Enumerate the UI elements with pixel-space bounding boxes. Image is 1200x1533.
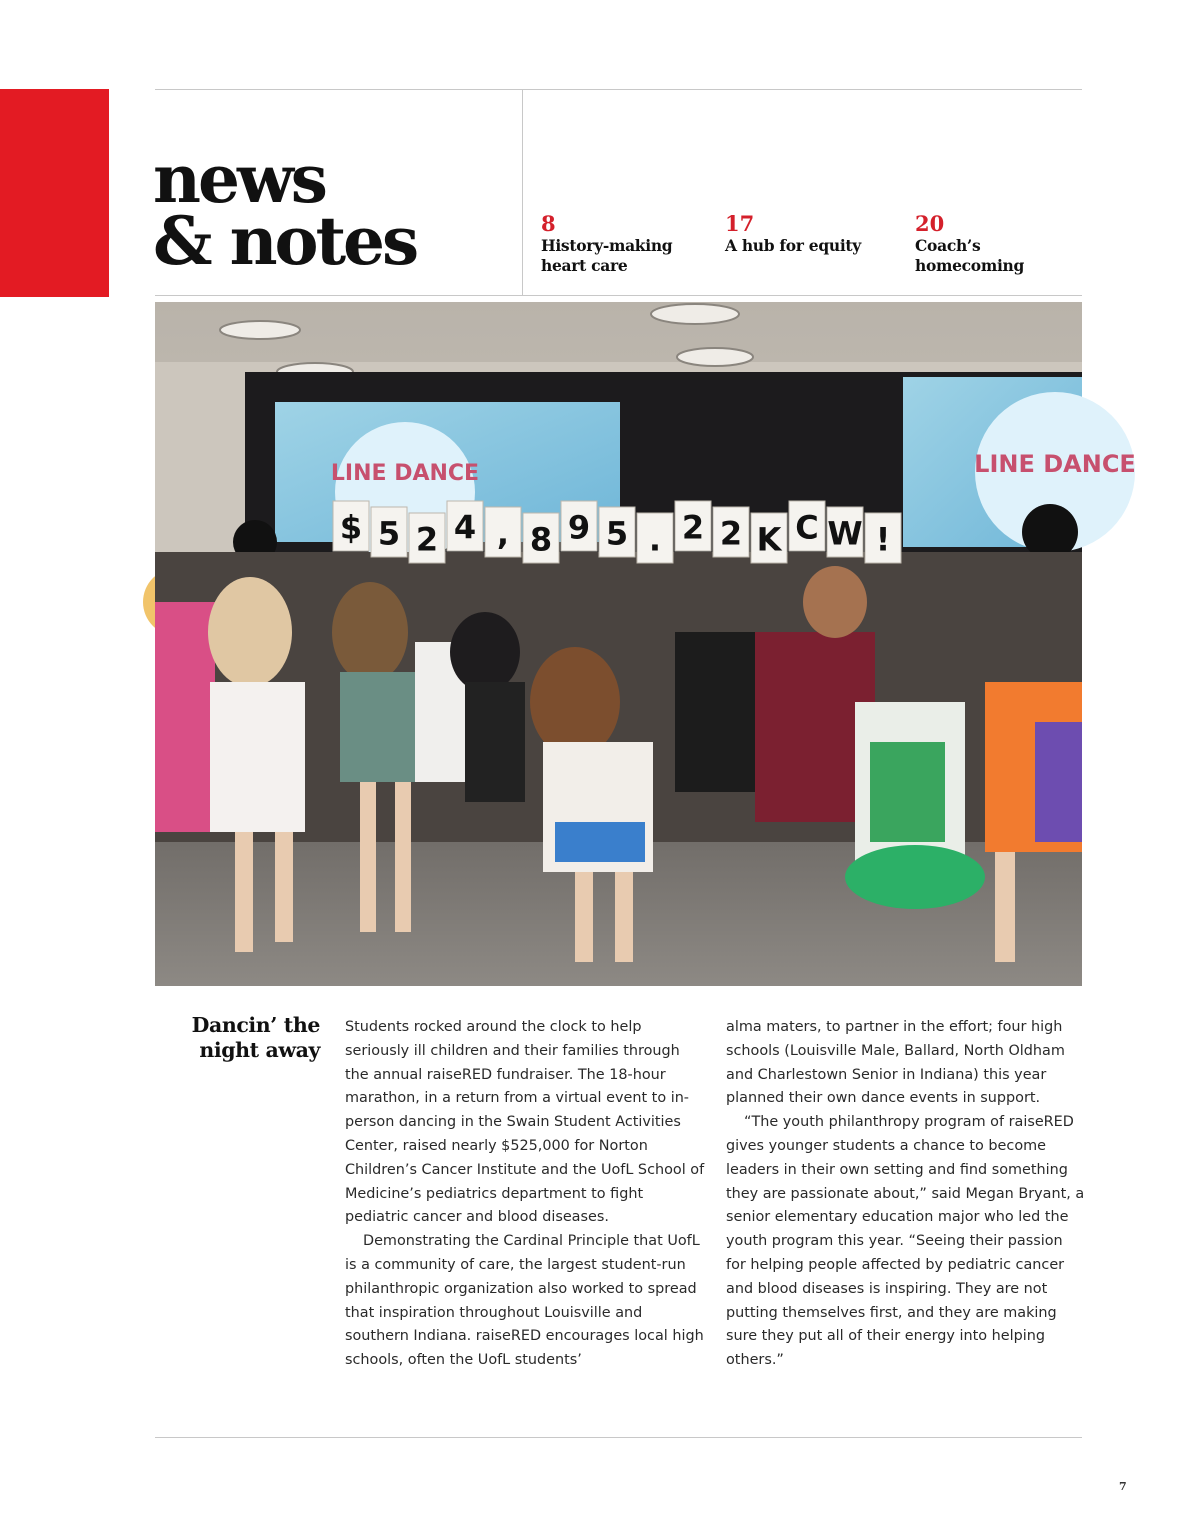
sign-card-character: $ [339, 508, 363, 547]
toc-item[interactable] [915, 212, 1075, 276]
section-title-line2: & notes [153, 202, 417, 280]
sign-card-character: 5 [605, 514, 629, 553]
toc-item[interactable] [541, 212, 711, 276]
header-bottom-rule [155, 295, 1082, 296]
sign-card [561, 501, 597, 551]
article-paragraph: Demonstrating the Cardinal Principle that UofL is a community of care, the largest student-run philanthropic organization also worked to spread that inspiration throughout Louisville and southern Indiana. raiseRED encourages local high schools, often the UofL students’ [345, 1233, 704, 1369]
toc-page-number: 8 [541, 211, 556, 236]
sign-card-character: ! [875, 520, 891, 559]
sign-card [789, 501, 825, 551]
sign-card-character: 2 [681, 508, 705, 547]
sign-card [751, 513, 787, 563]
toc-title: History-making heart care [541, 236, 673, 275]
sign-card-character: , [496, 514, 510, 553]
screen-text-left: LINE DANCE [330, 461, 480, 486]
article-headline: Dancin’ the night away [191, 1013, 320, 1062]
sign-card-character: 8 [529, 520, 553, 559]
sign-card [371, 507, 407, 557]
article-paragraph: “The youth philanthropy program of raiseRED gives younger students a chance to become leaders in their own setting and find something they are passionate about,” said Megan Bryant, a senior elementary education major who led the youth program this year. “Seeing their passion for helping people affected by pediatric cancer and blood diseases is inspiring. They are not putting themselves first, and they are making sure they put all of their energy into helping others.” [726, 1114, 1085, 1369]
article-paragraph: alma maters, to partner in the effort; four high schools (Louisville Male, Ballard, North Oldham and Charlestown Senior in Indiana) this year planned their own dance events in support. [726, 1019, 1065, 1107]
sign-card [675, 501, 711, 551]
page-number: 7 [1119, 1480, 1127, 1493]
sign-card-character: K [756, 520, 782, 559]
sign-card [637, 513, 673, 563]
sign-card [865, 513, 901, 563]
sign-card-character: W [827, 514, 863, 553]
sign-card-character: 2 [415, 520, 439, 559]
toc-item[interactable] [725, 212, 900, 256]
event-photo [155, 302, 1136, 986]
section-color-tab [0, 89, 109, 297]
section-title [153, 140, 417, 280]
sign-card-character: 2 [719, 514, 743, 553]
sign-card-character: . [648, 520, 662, 559]
sign-card-character: 5 [377, 514, 401, 553]
sign-card [827, 507, 863, 557]
header-divider [522, 89, 523, 296]
sign-card [485, 507, 521, 557]
sign-card-character: 4 [453, 508, 477, 547]
article-column-1 [345, 1016, 705, 1373]
toc-title: Coach’s homecoming [915, 236, 1025, 275]
toc-title: A hub for equity [725, 236, 861, 255]
sign-card [409, 513, 445, 563]
article-paragraph: Students rocked around the clock to help seriously ill children and their families through the annual raiseRED fundraiser. The 18-hour marathon, in a return from a virtual event to in-person dancing in the Swain Student Activities Center, raised nearly $525,000 for Norton Children’s Cancer Institute and the UofL School of Medicine’s pediatrics department to fight pediatric cancer and blood diseases. [345, 1019, 705, 1226]
sign-card-character: C [795, 508, 819, 547]
sign-card [599, 507, 635, 557]
toc-page-number: 20 [915, 211, 945, 236]
top-rule [155, 89, 1082, 90]
sign-card [523, 513, 559, 563]
toc-page-number: 17 [725, 211, 755, 236]
screen-text-right: LINE DANCE [974, 450, 1136, 478]
footer-rule [155, 1437, 1082, 1438]
sign-card-character: 9 [567, 508, 591, 547]
sign-card [447, 501, 483, 551]
sign-card [713, 507, 749, 557]
article-column-2 [726, 1016, 1086, 1373]
section-title-line1: news [153, 140, 325, 218]
sign-card [333, 501, 369, 551]
